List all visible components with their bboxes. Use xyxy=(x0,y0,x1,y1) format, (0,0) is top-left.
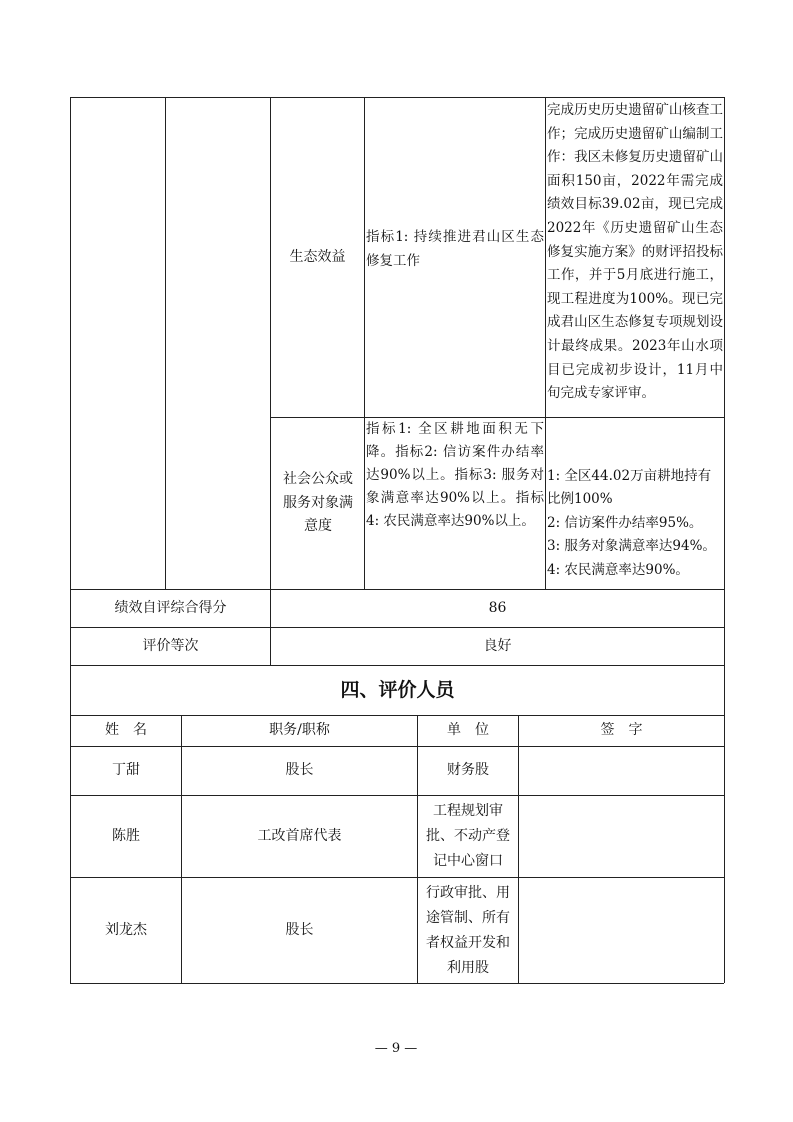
satisfaction-result-text: 1: 全区44.02万亩耕地持有比例100% 2: 信访案件办结率95%。 3: 服务对象满意率达94%。 4: 农民满意率达90%。 xyxy=(547,467,716,578)
score-label-cell xyxy=(71,590,270,627)
grade-label-cell xyxy=(71,628,270,665)
table-row-3-title: 股长 xyxy=(285,921,314,938)
table-row-1-unit: 财务股 xyxy=(447,762,489,779)
grade-value: 良好 xyxy=(483,637,512,654)
table-row-2-name: 陈胜 xyxy=(112,827,140,844)
score-value-cell xyxy=(271,590,724,627)
section-title-cell xyxy=(71,666,724,715)
header-signature: 签 字 xyxy=(600,722,643,739)
eco-indicator-cell xyxy=(366,226,544,273)
eco-result-cell xyxy=(547,99,723,406)
satisfaction-category-label: 社会公众或服务对象满意度 xyxy=(283,471,353,535)
table-row-2-title: 工改首席代表 xyxy=(257,827,342,844)
eco-indicator-text: 指标1: 持续推进君山区生态修复工作 xyxy=(366,229,544,269)
table-row-3-name: 刘龙杰 xyxy=(105,921,147,938)
header-unit: 单 位 xyxy=(447,722,489,739)
satisfaction-indicator-text: 指标1: 全区耕地面积无下降。指标2: 信访案件办结率达90%以上。指标3: 服务对象满意率达90%以上。指标4: 农民满意率达90%以上。 xyxy=(366,421,544,529)
grade-label: 评价等次 xyxy=(142,637,199,654)
header-name: 姓 名 xyxy=(105,722,147,739)
table-row-2-signature[interactable] xyxy=(519,796,724,877)
table-row-2-unit: 工程规划审批、不动产登记中心窗口 xyxy=(426,803,510,869)
score-label: 绩效自评综合得分 xyxy=(114,599,227,616)
eco-category-cell xyxy=(271,98,364,417)
grade-value-cell xyxy=(271,628,724,665)
eco-category-label: 生态效益 xyxy=(289,248,346,265)
satisfaction-category-cell xyxy=(278,418,358,589)
section-title: 四、评价人员 xyxy=(340,678,455,701)
eco-result-text: 完成历史历史遗留矿山核查工作；完成历史遗留矿山编制工作：我区未修复历史遗留矿山面积150亩，2022年需完成绩效目标39.02亩，现已完成2022年《历史遗留矿山生态修复实施方案》的财评招投标工作，并于5月底进行施工，现工程进度为100%。现已完成君山区生态修复专项规划设计最终成果。2023年山水项目已完成初步设计，11月中旬完成专家评审。 xyxy=(547,102,723,402)
page-number: — 9 — xyxy=(374,1041,418,1057)
score-value: 86 xyxy=(488,599,507,616)
satisfaction-indicator-cell xyxy=(366,418,544,533)
header-title: 职务/职称 xyxy=(269,722,330,739)
satisfaction-result-cell xyxy=(547,441,723,582)
table-row-1-name: 丁甜 xyxy=(112,762,140,779)
table-row-3-unit: 行政审批、用途管制、所有者权益开发和利用股 xyxy=(426,884,510,976)
table-row-3-signature[interactable] xyxy=(519,878,724,983)
table-row-1-title: 股长 xyxy=(285,762,314,779)
table-row-1-signature[interactable] xyxy=(519,747,724,795)
